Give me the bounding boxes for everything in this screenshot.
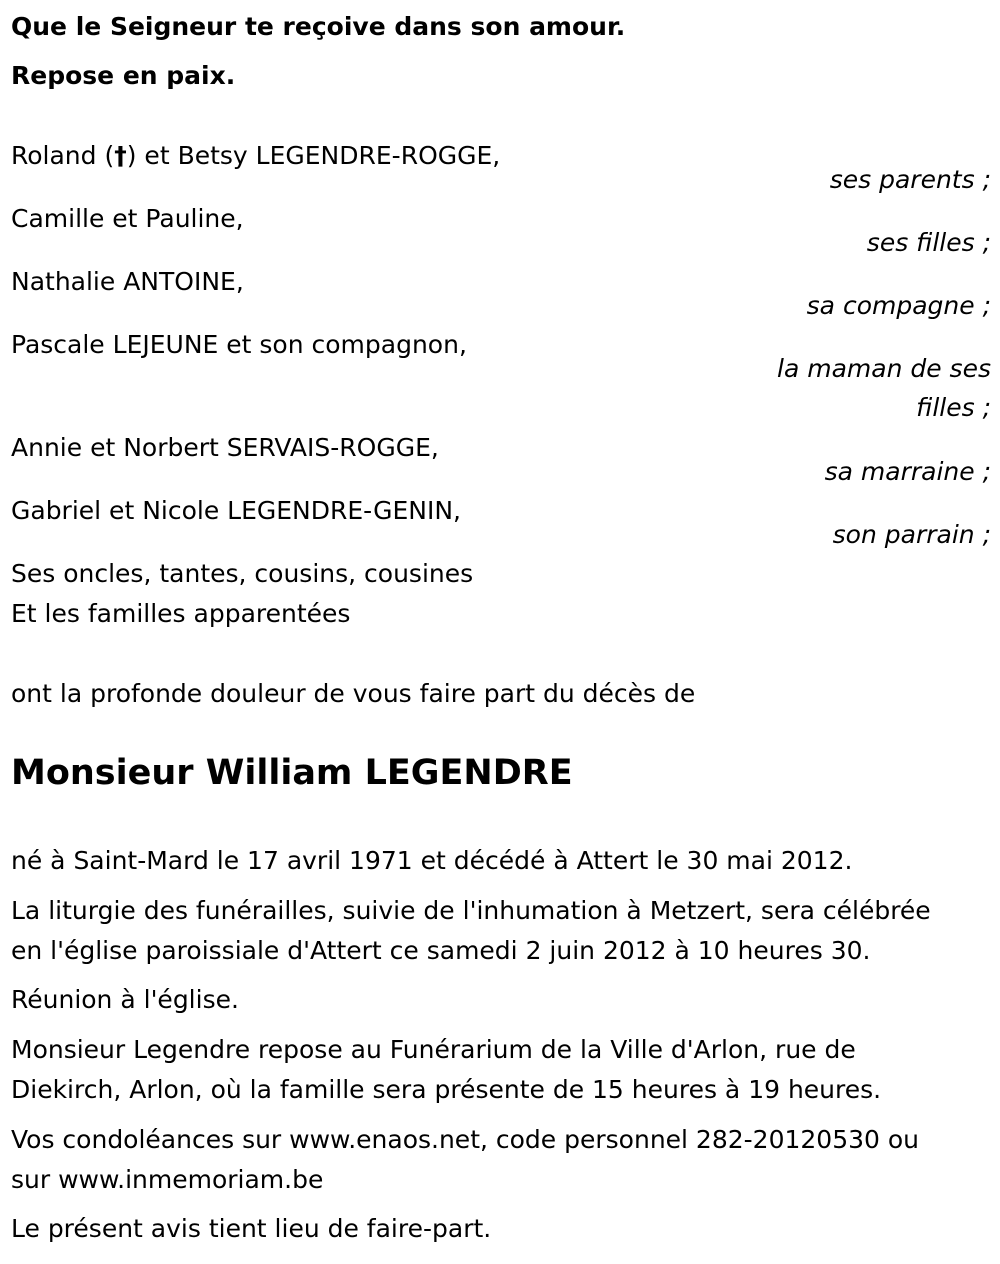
family-name-godmother: Annie et Norbert SERVAIS-ROGGE, xyxy=(11,433,439,462)
announcement-text: ont la profonde douleur de vous faire part du décès de xyxy=(11,679,696,708)
condolences-line-1: Vos condoléances sur www.enaos.net, code personnel 282-20120530 ou xyxy=(11,1125,920,1154)
family-relation-daughters: ses filles ; xyxy=(866,228,991,257)
family-relation-parents: ses parents ; xyxy=(829,165,991,194)
cross-icon: † xyxy=(114,141,127,170)
liturgy-line-1: La liturgie des funérailles, suivie de l'inhumation à Metzert, sera célébrée xyxy=(11,896,931,925)
deceased-name: Monsieur William LEGENDRE xyxy=(11,753,573,793)
birth-death-text: né à Saint-Mard le 17 avril 1971 et décédé à Attert le 30 mai 2012. xyxy=(11,846,853,875)
liturgy-line-2: en l'église paroissiale d'Attert ce samedi 2 juin 2012 à 10 heures 30. xyxy=(11,936,871,965)
relatives-line-1: Ses oncles, tantes, cousins, cousines xyxy=(11,559,474,588)
family-relation-mother-line-1: la maman de ses xyxy=(777,354,991,383)
family-name-mother-of-daughters: Pascale LEJEUNE et son compagnon, xyxy=(11,330,467,359)
family-name-godfather: Gabriel et Nicole LEGENDRE-GENIN, xyxy=(11,496,461,525)
prayer-line-2: Repose en paix. xyxy=(11,61,236,90)
meeting-text: Réunion à l'église. xyxy=(11,985,239,1014)
family-relation-godmother: sa marraine ; xyxy=(824,457,991,486)
relatives-line-2: Et les familles apparentées xyxy=(11,599,351,628)
family-relation-godfather: son parrain ; xyxy=(832,520,991,549)
prayer-line-1: Que le Seigneur te reçoive dans son amour. xyxy=(11,12,626,41)
rest-line-2: Diekirch, Arlon, où la famille sera présente de 15 heures à 19 heures. xyxy=(11,1075,882,1104)
family-name-parents: Roland (†) et Betsy LEGENDRE-ROGGE, xyxy=(11,141,501,170)
family-name-partner: Nathalie ANTOINE, xyxy=(11,267,244,296)
family-name-daughters: Camille et Pauline, xyxy=(11,204,244,233)
rest-line-1: Monsieur Legendre repose au Funérarium de la Ville d'Arlon, rue de xyxy=(11,1035,856,1064)
condolences-line-2: sur www.inmemoriam.be xyxy=(11,1165,324,1194)
family-relation-mother-line-2: filles ; xyxy=(916,393,991,422)
family-relation-partner: sa compagne ; xyxy=(806,291,991,320)
obituary-notice xyxy=(11,0,991,1264)
notice-text: Le présent avis tient lieu de faire-part. xyxy=(11,1214,492,1243)
